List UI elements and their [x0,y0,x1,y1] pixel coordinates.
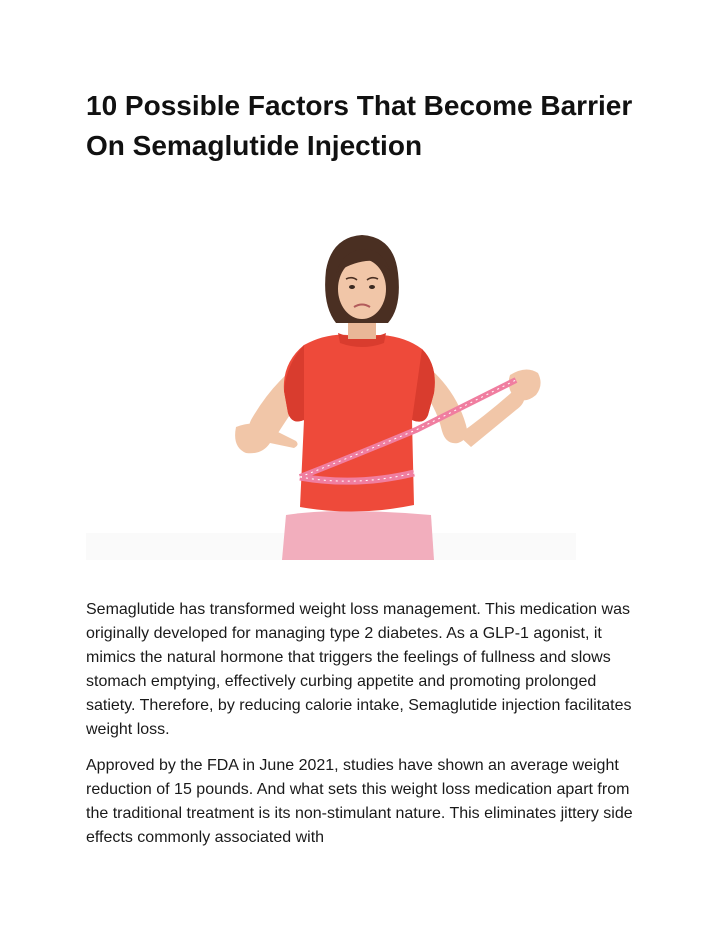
woman-measuring-waist-illustration [86,215,576,560]
article-image [86,215,576,560]
body-paragraph: Approved by the FDA in June 2021, studies have shown an average weight reduction of 15 pounds. And what sets this weight loss medication apart from the traditional treatment is its non-stimulant nature. This eliminates jittery side effects commonly associated with [86,757,633,846]
body-paragraph: Semaglutide has transformed weight loss management. This medication was originally developed for managing type 2 diabetes. As a GLP-1 agonist, it mimics the natural hormone that triggers the feelings of fullness and slows stomach emptying, effectively curbing appetite and promoting prolonged satiety. Therefore, by reducing calorie intake, Semaglutide injection facilitates weight loss. [86,601,632,738]
article-title: 10 Possible Factors That Become Barrier On Semaglutide Injection [86,90,633,161]
